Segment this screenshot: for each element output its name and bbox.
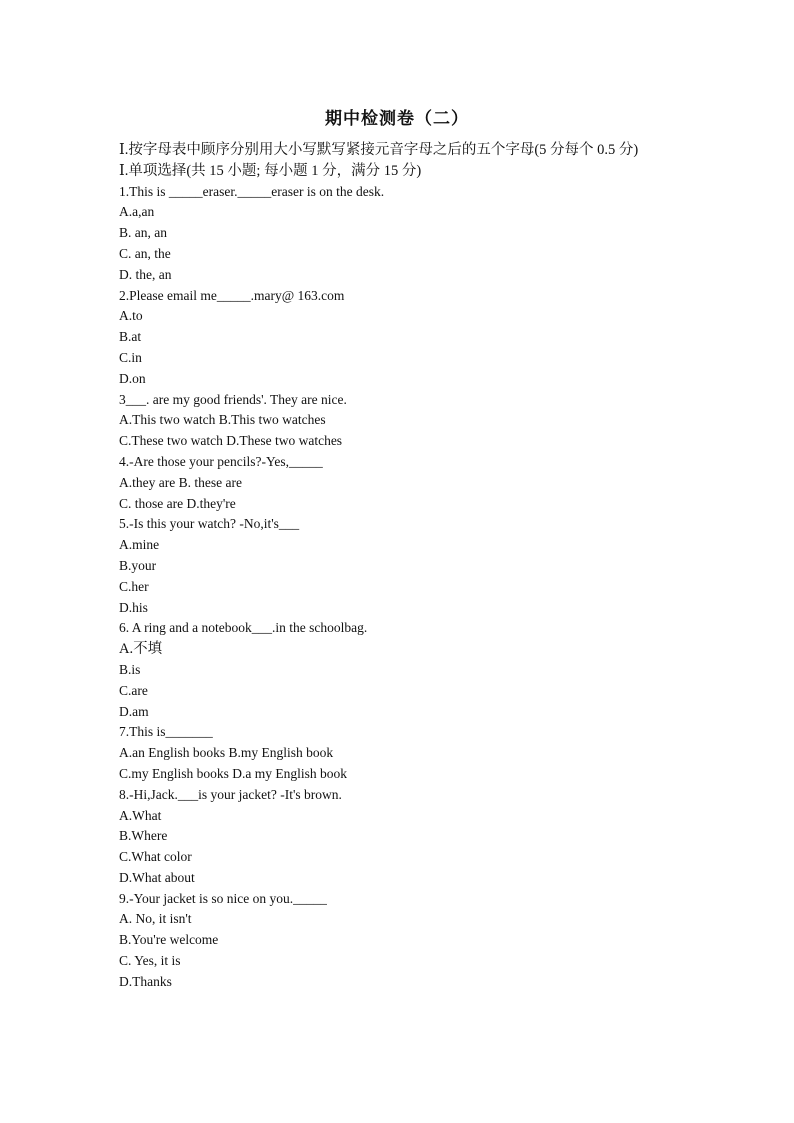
option-9c: C. Yes, it is	[119, 953, 181, 969]
option-7cd: C.my English books D.a my English book	[119, 765, 348, 781]
option-5a: A.mine	[119, 537, 160, 553]
option-6d: D.am	[119, 703, 149, 719]
section-choice-heading: Ⅰ.单项选择(共 15 小题; 每小题 1 分，满分 15 分)	[119, 162, 422, 179]
option-8c: C.What color	[119, 849, 192, 865]
option-5d: D.his	[119, 599, 148, 615]
option-3ab: A.This two watch B.This two watches	[119, 412, 326, 428]
option-8b: B.Where	[119, 828, 168, 844]
exam-content	[119, 140, 679, 993]
option-1a: A.a,an	[119, 204, 155, 220]
option-8d: D.What about	[119, 869, 195, 885]
option-9b: B.You're welcome	[119, 932, 219, 948]
option-5b: B.your	[119, 557, 157, 573]
option-6a: A.不填	[119, 641, 163, 658]
option-2d: D.on	[119, 370, 146, 386]
option-1c: C. an, the	[119, 245, 171, 261]
question-8: 8.-Hi,Jack.___is your jacket? -It's brown.	[119, 786, 342, 802]
option-4ab: A.they are B. these are	[119, 474, 242, 490]
question-3: 3___. are my good friends'. They are nice.	[119, 391, 347, 407]
option-2b: B.at	[119, 329, 142, 345]
option-8a: A.What	[119, 807, 162, 823]
question-2: 2.Please email me_____.mary@ 163.com	[119, 287, 345, 303]
page-title: 期中检测卷（二）	[325, 109, 469, 128]
option-5c: C.her	[119, 578, 149, 594]
option-9d: D.Thanks	[119, 973, 172, 989]
question-5: 5.-Is this your watch? -No,it's___	[119, 516, 300, 532]
option-6c: C.are	[119, 682, 148, 698]
question-1: 1.This is _____eraser._____eraser is on the desk.	[119, 183, 385, 199]
option-2a: A.to	[119, 308, 143, 324]
question-4: 4.-Are those your pencils?-Yes,_____	[119, 453, 323, 469]
option-3cd: C.These two watch D.These two watches	[119, 433, 343, 449]
question-7: 7.This is_______	[119, 724, 213, 740]
section-dictation-instruction: Ⅰ.按字母表中顾序分别用大小写默写紧接元音字母之后的五个字母(5 分每个 0.5 分)	[119, 142, 639, 158]
question-6: 6. A ring and a notebook___.in the schoolbag.	[119, 620, 368, 636]
option-9a: A. No, it isn't	[119, 911, 192, 927]
option-1d: D. the, an	[119, 266, 172, 282]
option-1b: B. an, an	[119, 225, 167, 241]
option-7ab: A.an English books B.my English book	[119, 745, 334, 761]
option-2c: C.in	[119, 349, 142, 365]
question-9: 9.-Your jacket is so nice on you._____	[119, 890, 327, 906]
option-6b: B.is	[119, 661, 141, 677]
option-4cd: C. those are D.they're	[119, 495, 236, 511]
